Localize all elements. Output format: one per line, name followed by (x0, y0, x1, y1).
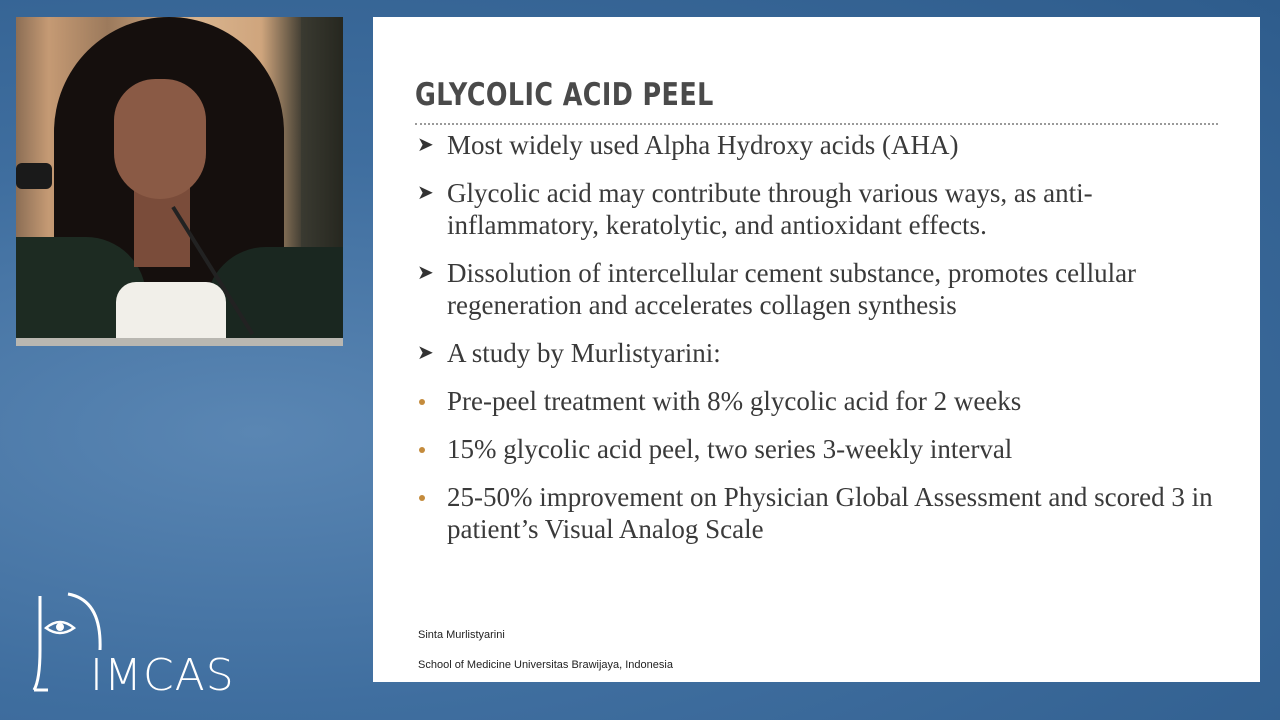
sub-bullet-item (413, 433, 1213, 465)
dot-bullet-icon (419, 447, 425, 453)
bullet-text: Dissolution of intercellular cement substance, promotes cellular regeneration and accelerates collagen synthesis (447, 258, 1137, 320)
speaker-video (16, 17, 343, 346)
bullet-item (413, 129, 1213, 161)
speaker-neck (134, 187, 190, 267)
bullet-item (413, 337, 1213, 369)
sub-bullet-item (413, 385, 1213, 417)
sub-bullet-item (413, 481, 1213, 545)
speaker-shirt (116, 282, 226, 346)
dot-bullet-icon (419, 399, 425, 405)
microphone-icon (16, 163, 52, 189)
presentation-slide (373, 17, 1260, 682)
lectern-edge (16, 338, 343, 346)
bullet-item (413, 177, 1213, 241)
arrow-bullet-icon: ➤ (417, 182, 434, 204)
title-divider (415, 123, 1218, 125)
bullet-text: Pre-peel treatment with 8% glycolic acid for 2 weeks (447, 386, 1022, 416)
dot-bullet-icon (419, 495, 425, 501)
bullet-text: 15% glycolic acid peel, two series 3-weekly interval (447, 434, 1013, 464)
bullet-text: A study by Murlistyarini: (447, 338, 721, 368)
speaker-face (114, 79, 206, 199)
author-affiliation: School of Medicine Universitas Brawijaya, Indonesia (418, 659, 673, 671)
logo-text: IMCAS (90, 650, 235, 701)
imcas-logo (28, 590, 248, 705)
bullet-text: Most widely used Alpha Hydroxy acids (AHA) (447, 130, 959, 160)
bullet-list (413, 129, 1213, 561)
slide-title: GLYCOLIC ACID PEEL (415, 77, 714, 113)
arrow-bullet-icon: ➤ (417, 342, 434, 364)
arrow-bullet-icon: ➤ (417, 262, 434, 284)
bullet-text: Glycolic acid may contribute through various ways, as anti-inflammatory, keratolytic, and antioxidant effects. (447, 178, 1093, 240)
arrow-bullet-icon: ➤ (417, 134, 434, 156)
bullet-text: 25-50% improvement on Physician Global Assessment and scored 3 in patient’s Visual Analog Scale (447, 482, 1213, 544)
author-name: Sinta Murlistyarini (418, 629, 505, 641)
bullet-item (413, 257, 1213, 321)
